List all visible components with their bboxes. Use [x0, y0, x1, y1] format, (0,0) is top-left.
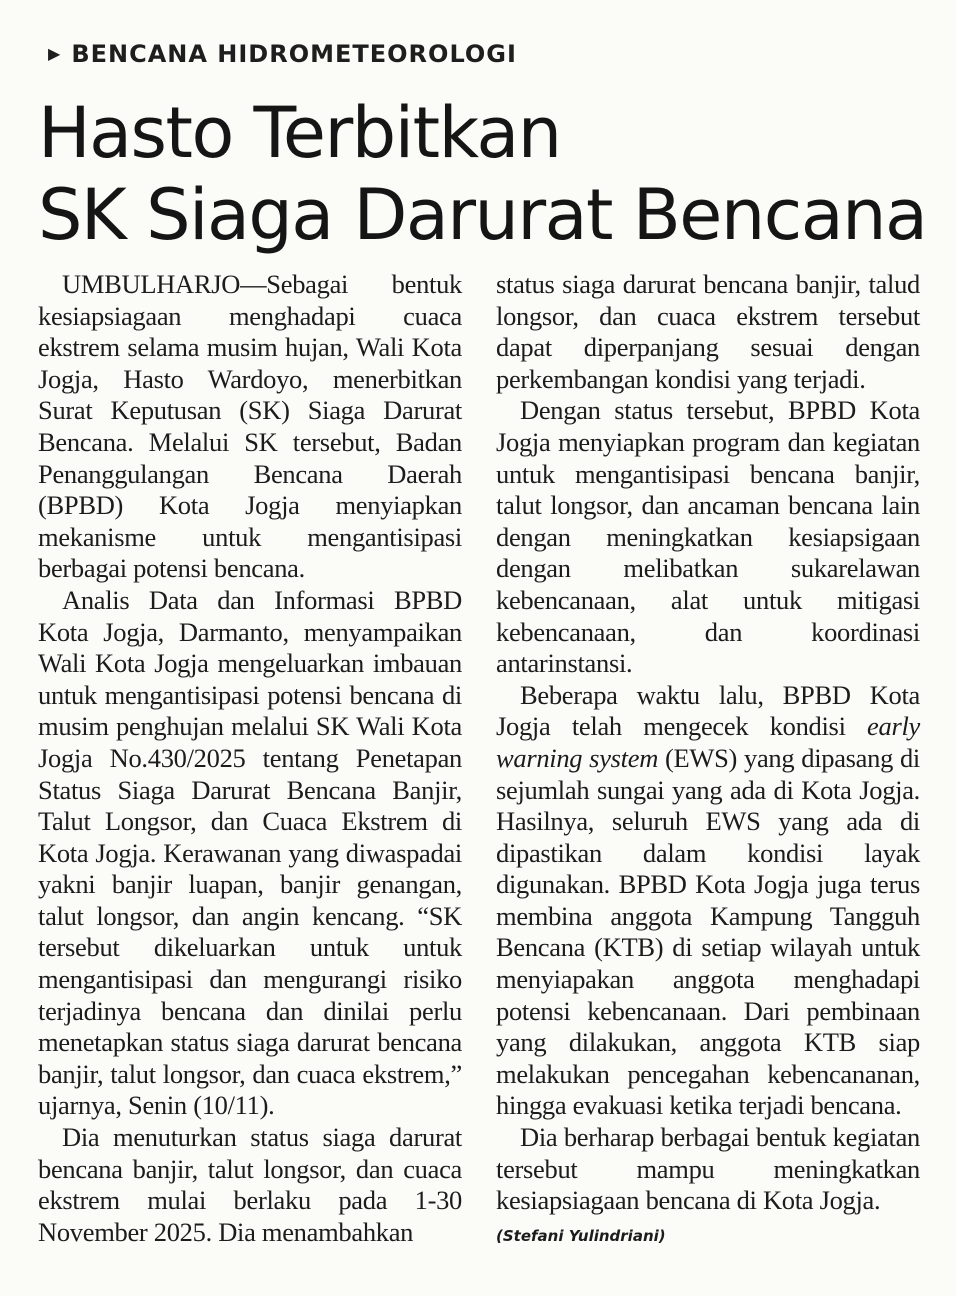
paragraph-1: UMBULHARJO—Sebagai bentuk kesiapsiagaan menghadapi cuaca ekstrem selama musim hujan, Wali Kota Jogja, Hasto Wardoyo, menerbitkan Surat Keputusan (SK) Siaga Darurat Bencana. Melalui SK tersebut, Badan Penanggulangan Bencana Daerah (BPBD) Kota Jogja menyiapkan mekanisme untuk mengantisipasi berbagai potensi bencana. — [38, 269, 462, 584]
paragraph-5 — [496, 680, 920, 1122]
article-headline — [38, 92, 928, 256]
section-kicker — [48, 40, 517, 68]
article-column-left — [38, 269, 462, 1248]
paragraph-3-continued: status siaga darurat bencana banjir, talud longsor, dan cuaca ekstrem tersebut dapat diperpanjang sesuai dengan perkembangan kondisi yang terjadi. — [496, 269, 920, 394]
paragraph-2: Analis Data dan Informasi BPBD Kota Jogja, Darmanto, menyampaikan Wali Kota Jogja mengeluarkan imbauan untuk mengantisipasi potensi bencana di musim penghujan melalui SK Wali Kota Jogja No.430/2025 tentang Penetapan Status Siaga Darurat Bencana Banjir, Talut Longsor, dan Cuaca Ekstrem di Kota Jogja. Kerawanan yang diwaspadai yakni banjir luapan, banjir genangan, talut longsor, dan angin kencang. “SK tersebut dikeluarkan untuk untuk mengantisipasi dan mengurangi risiko terjadinya bencana dan dinilai perlu menetapkan status siaga darurat bencana banjir, talut longsor, dan cuaca ekstrem,” ujarnya, Senin (10/11). — [38, 584, 462, 1121]
headline-line-2: SK Siaga Darurat Bencana — [38, 174, 927, 256]
author-byline: (Stefani Yulindriani) — [496, 1226, 666, 1245]
triangle-right-icon: ▶ — [48, 44, 62, 63]
kicker-text: BENCANA HIDROMETEOROLOGI — [71, 40, 517, 68]
paragraph-6: Dia berharap berbagai bentuk kegiatan tersebut mampu meningkatkan kesiapsiagaan bencana di Kota Jogja. — [496, 1122, 920, 1216]
paragraph-5-italic: early warning system — [496, 711, 920, 773]
paragraph-5-text-b: (EWS) yang dipasang di sejumlah sungai yang ada di Kota Jogja. Hasilnya, seluruh EWS yang ada di dipastikan dalam kondisi layak digunakan. BPBD Kota Jogja juga terus membina anggota Kampung Tangguh Bencana (KTB) di setiap wilayah untuk menyiapakan anggota menghadapi potensi kebencanaan. Dari pembinaan yang dilakukan, anggota KTB siap melakukan pencegahan kebencananan, hingga evakuasi ketika terjadi bencana. — [496, 742, 920, 1121]
headline-line-1: Hasto Terbitkan — [38, 92, 561, 174]
paragraph-4: Dengan status tersebut, BPBD Kota Jogja menyiapkan program dan kegiatan untuk mengantisipasi bencana banjir, talut longsor, dan ancaman bencana lain dengan meningkatkan kesiapsigaan dengan melibatkan sukarelawan kebencanaan, alat untuk mitigasi kebencanaan, dan koordinasi antarinstansi. — [496, 395, 920, 679]
paragraph-5-text-a: Beberapa waktu lalu, BPBD Kota Jogja telah mengecek kondisi — [496, 679, 920, 742]
article-column-right — [496, 269, 920, 1252]
paragraph-3-start: Dia menuturkan status siaga darurat bencana banjir, talut longsor, dan cuaca ekstrem mulai berlaku pada 1-30 November 2025. Dia menambahkan — [38, 1122, 462, 1247]
